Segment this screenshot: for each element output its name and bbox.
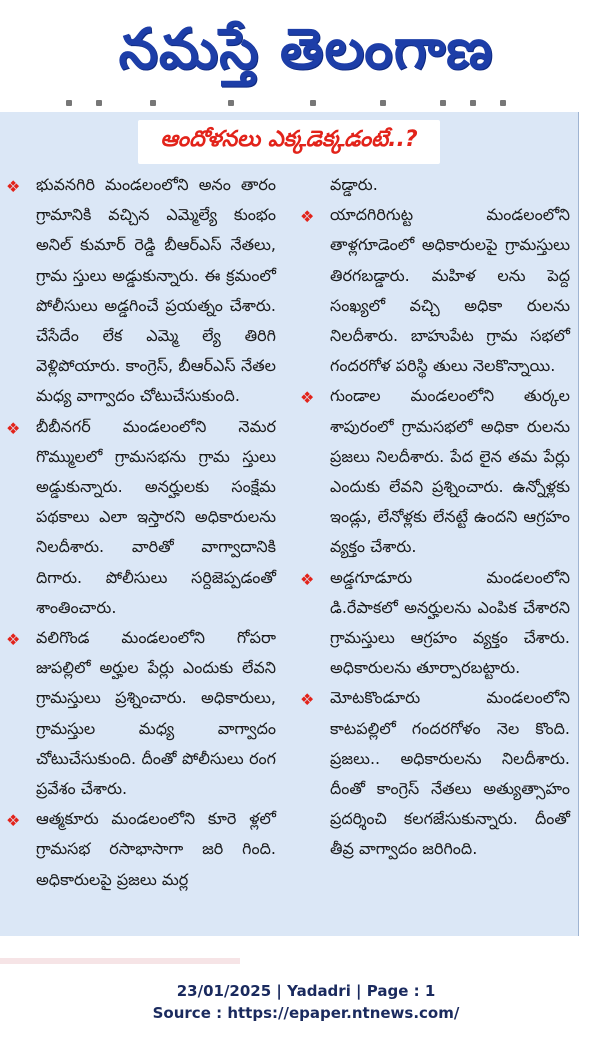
diamond-bullet-icon: ❖ xyxy=(6,630,21,650)
list-item xyxy=(300,381,570,562)
item-text: భువనగిరి మండలంలోని అనం తారం గ్రామానికి వచ్చిన ఎమ్మెల్యే కుంభం అనిల్ కుమార్ రెడ్డి బీఆర్ఎస్ నేతలు, గ్రామ స్తులు అడ్డుకున్నారు. ఈ క్రమంలో పోలీసులు అడ్డగించే ప్రయత్నం చేశారు. చేసేదేం లేక ఎమ్మె ల్యే తిరిగి వెళ్లిపోయారు. కాంగ్రెస్, బీఆర్ఎస్ నేతల మధ్య వాగ్వాదం చోటుచేసుకుంది. xyxy=(36,175,276,406)
cut-strip xyxy=(0,98,612,112)
list-item xyxy=(6,170,276,412)
left-column xyxy=(6,170,276,895)
item-text: అడ్డగూడూరు మండలంలోని డి.రేపాకలో అనర్హులను ఎంపిక చేశారని గ్రామస్తులు ఆగ్రహం వ్యక్తం చేశారు. అధికారులను తూర్పారబట్టారు. xyxy=(330,567,570,678)
divider xyxy=(0,958,240,964)
list-item xyxy=(300,683,570,864)
diamond-bullet-icon: ❖ xyxy=(6,177,21,196)
item-text: గుండాల మండలంలోని తుర్కల శాపురంలో గ్రామసభలో అధికా రులను ప్రజలు నిలదీశారు. పేద లైన తమ పేర్లు ఎందుకు లేవని ప్రశ్నించారు. ఉన్నోళ్లకు ఇండ్లు, లేనోళ్లకు లేనట్టే ఉందని ఆగ్రహం వ్యక్తం చేశారు. xyxy=(330,386,570,557)
source-link[interactable]: Source : https://epaper.ntnews.com/ xyxy=(152,1004,460,1022)
item-text: మోటకొండూరు మండలంలోని కాటపల్లిలో గందరగోళం నెల కొంది. ప్రజలు.. అధికారులను నిలదీశారు. దీంతో కాంగ్రెస్ నేతలు అత్యుత్సాహం ప్రదర్శించి కలగజేసుకున్నారు. దీంతో తీవ్ర వాగ్వాదం జరిగింది. xyxy=(330,688,570,859)
article-heading xyxy=(0,120,578,164)
diamond-bullet-icon: ❖ xyxy=(300,388,315,408)
list-item xyxy=(300,200,570,381)
diamond-bullet-icon: ❖ xyxy=(300,690,315,710)
list-item xyxy=(6,623,276,804)
item-text: యాదగిరిగుట్ట మండలంలోని తాళ్లగూడెంలో అధికారులపై గ్రామస్తులు తిరగబడ్డారు. మహిళ లను పెద్ద సంఖ్యలో వచ్చి అధికా రులను నిలదీశారు. బాహుపేట గ్రామ సభలో గందరగోళ పరిస్థి తులు నెలకొన్నాయి. xyxy=(330,205,570,376)
list-item-continuation xyxy=(300,170,570,200)
masthead xyxy=(0,0,612,100)
item-text: ఆత్మకూరు మండలంలోని కూరె ళ్లలో గ్రామసభ రసాభాసాగా జరి గింది. అధికారులపై ప్రజలు మర్ల xyxy=(36,809,276,889)
footer xyxy=(0,980,612,1024)
newspaper-title: నమస్తే తెలంగాణ xyxy=(118,17,494,82)
diamond-bullet-icon: ❖ xyxy=(300,569,315,589)
diamond-bullet-icon: ❖ xyxy=(6,418,21,438)
item-text: వలిగొండ మండలంలోని గోపరా జుపల్లిలో అర్హుల పేర్లు ఎందుకు లేవని గ్రామస్తులు ప్రశ్నించారు. అధికారులు, గ్రామస్తుల మధ్య వాగ్వాదం చోటుచేసుకుంది. దీంతో పోలీసులు రంగ ప్రవేశం చేశారు. xyxy=(36,628,276,799)
article-heading-text: ఆందోళనలు ఎక్కడెక్కడంటే..? xyxy=(138,120,439,164)
item-text: వడ్డారు. xyxy=(330,175,378,194)
list-item xyxy=(6,804,276,895)
right-column xyxy=(300,170,570,865)
edition-info: 23/01/2025 | Yadadri | Page : 1 xyxy=(176,982,436,1000)
list-item xyxy=(300,563,570,684)
item-text: బీబీనగర్ మండలంలోని నెమర గొమ్ములలో గ్రామసభను గ్రామ స్తులు అడ్డుకున్నారు. అనర్హులకు సంక్షేమ పథకాలు ఎలా ఇస్తారని అధికారులను నిలదీశారు. వారితో వాగ్వాదానికి దిగారు. పోలీసులు సర్దిజెప్పడంతో శాంతించారు. xyxy=(36,416,276,617)
article-panel xyxy=(0,112,579,936)
list-item xyxy=(6,412,276,623)
diamond-bullet-icon: ❖ xyxy=(6,811,21,831)
diamond-bullet-icon: ❖ xyxy=(300,207,315,227)
